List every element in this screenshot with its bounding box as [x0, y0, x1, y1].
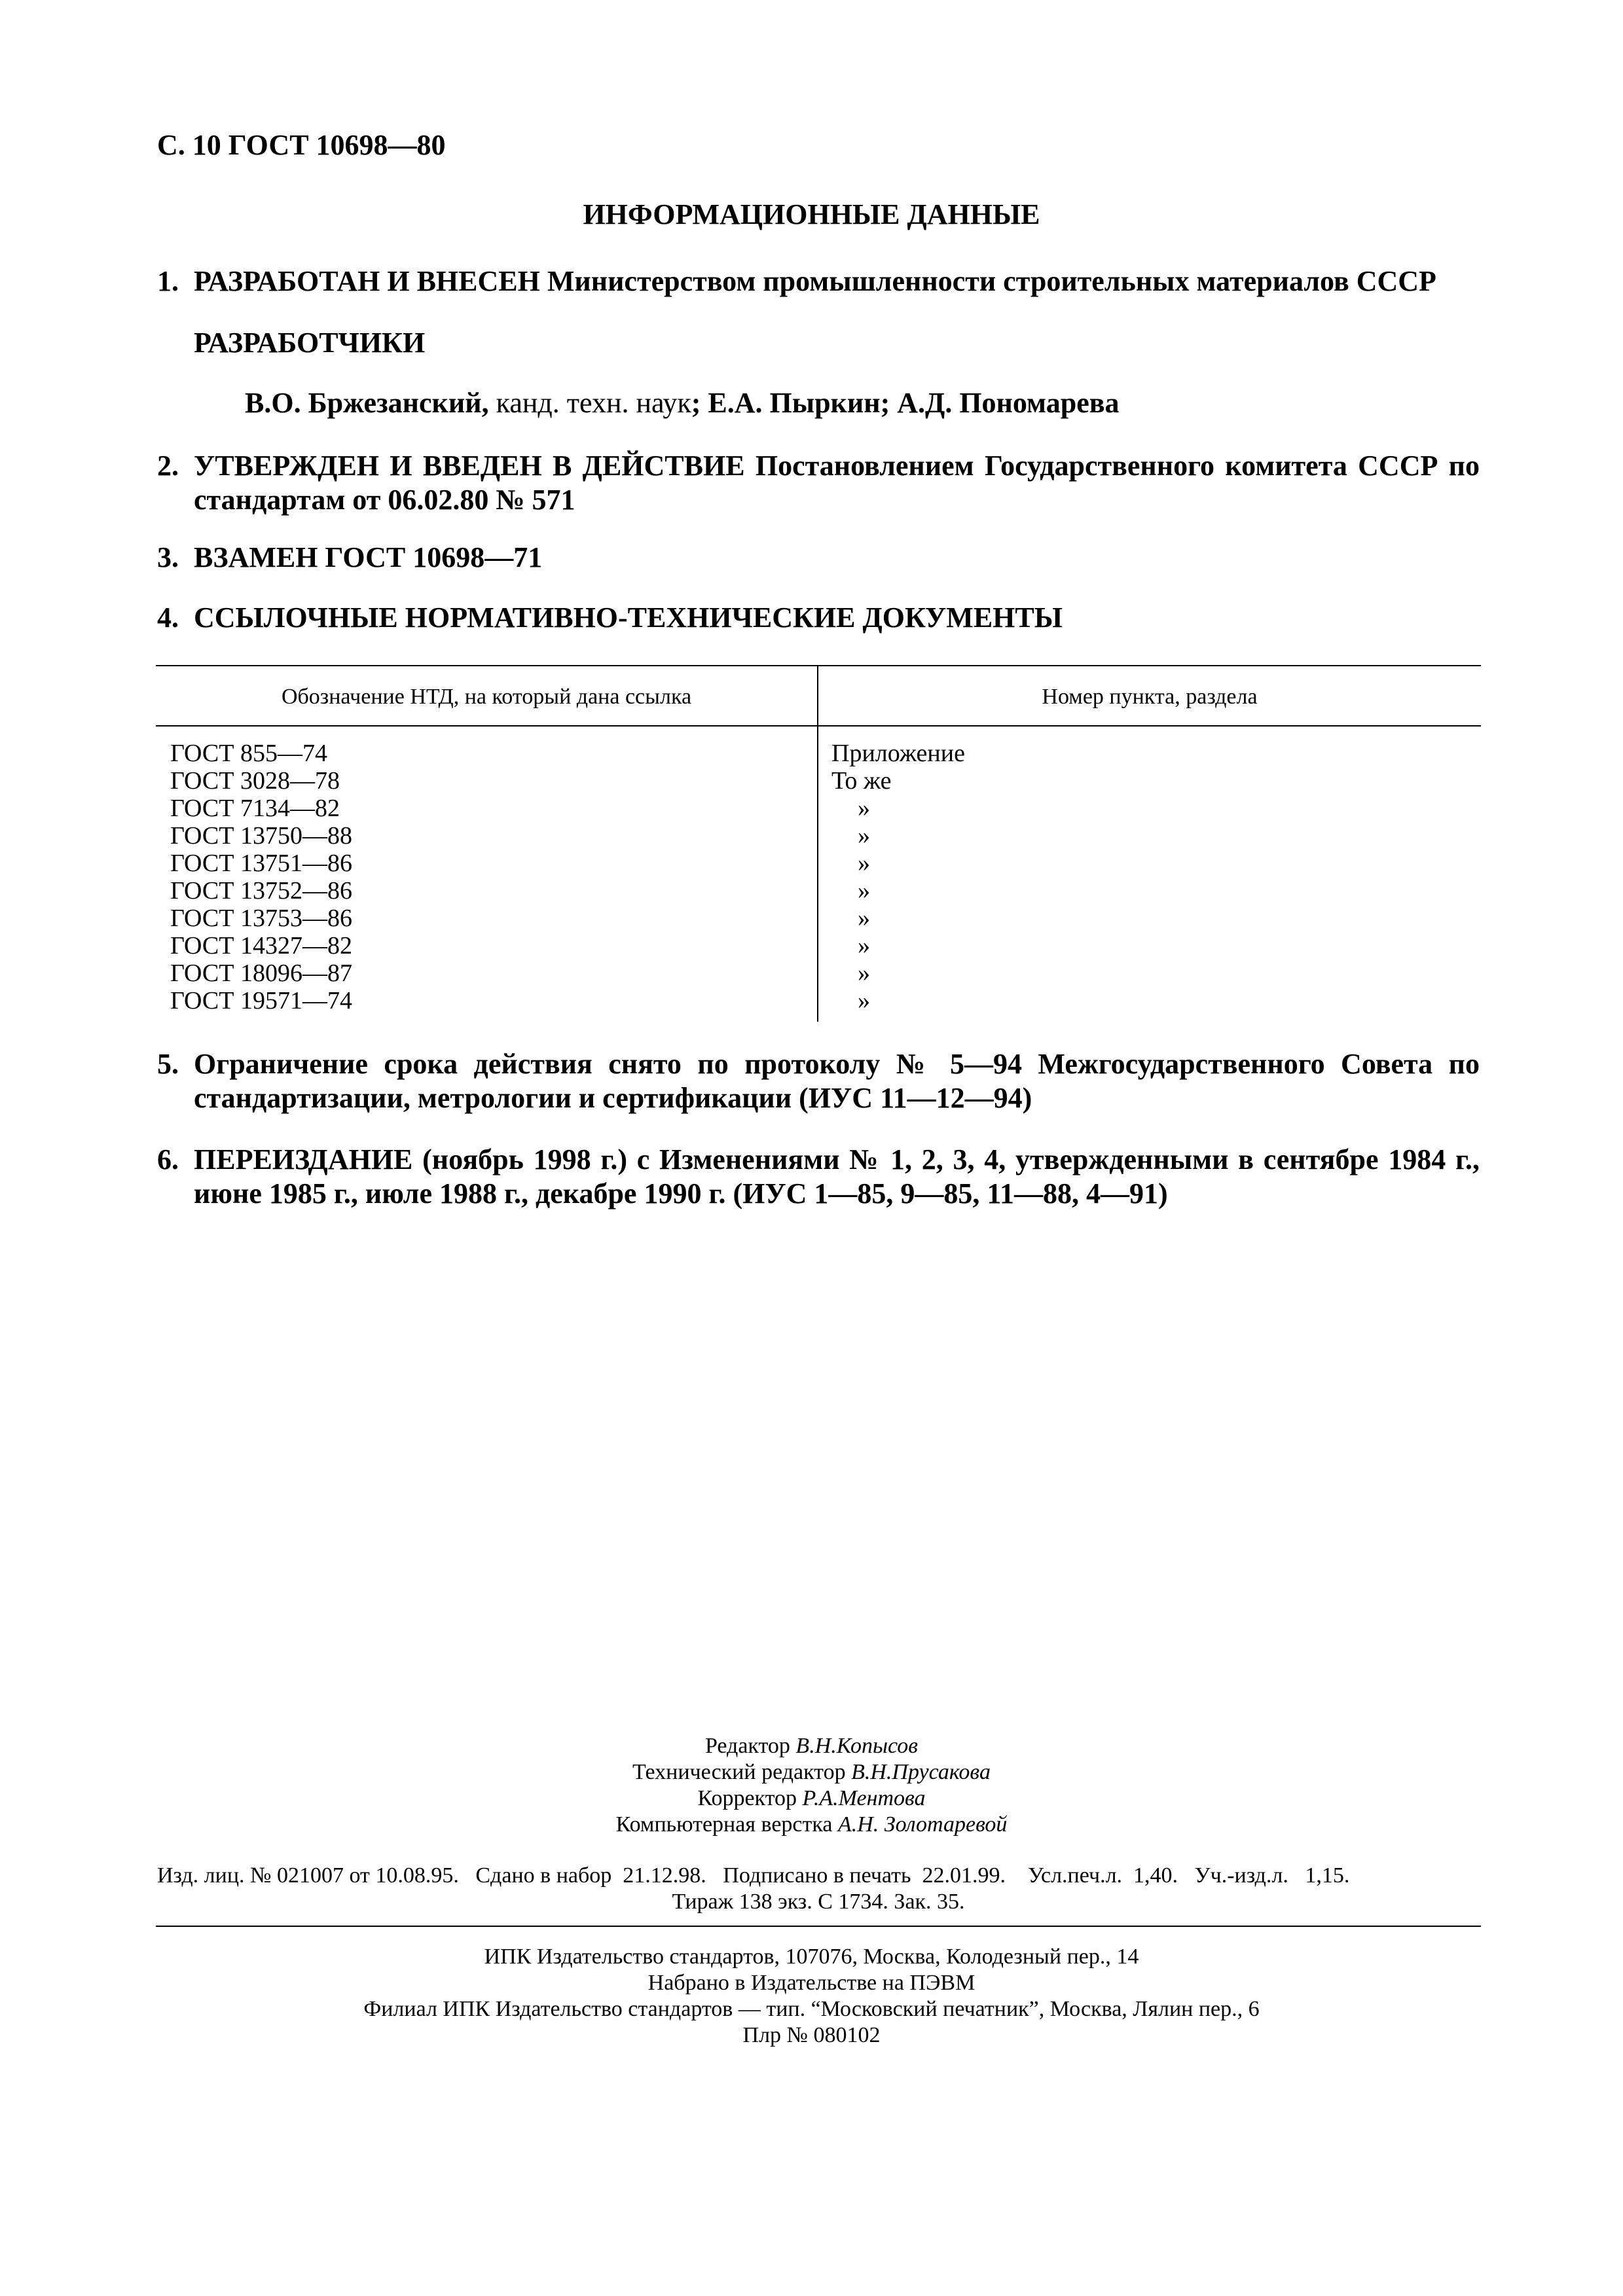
table-cell-section: »: [858, 822, 870, 850]
item-number: 1.: [157, 265, 179, 297]
print-details-line: Изд. лиц. № 021007 от 10.08.95. Сдано в набор 21.12.98. Подписано в печать 22.01.99. Усл.печ.л. 1,40. Уч.-изд.л. 1,15.: [157, 1863, 1350, 1888]
item-lead: ПЕРЕИЗДАНИЕ: [194, 1143, 413, 1175]
table-cell-section: То же: [831, 767, 892, 795]
item-5: [157, 1047, 1480, 1115]
item-number: 2.: [157, 450, 179, 482]
table-cell-designation: ГОСТ 13753—86: [170, 905, 352, 932]
table-header-rule: [156, 725, 1481, 726]
table-cell-section: »: [858, 932, 870, 960]
item-4: [157, 601, 1480, 635]
developer-names: ; Е.А. Пыркин; А.Д. Пономарева: [691, 387, 1120, 419]
table-cell-section: »: [858, 795, 870, 822]
table-cell-section: »: [858, 850, 870, 877]
item-2: [157, 449, 1480, 517]
table-cell-section: »: [858, 987, 870, 1014]
designation-column: [170, 740, 352, 1014]
table-cell-section: »: [858, 960, 870, 987]
page-title: ИНФОРМАЦИОННЫЕ ДАННЫЕ: [583, 198, 1040, 230]
printer-line: Филиал ИПК Издательство стандартов — тип. “Московский печатник”, Москва, Лялин пер., 6: [363, 1997, 1260, 2021]
item-1: [157, 264, 1480, 298]
academic-degree: канд. техн. наук: [488, 387, 691, 419]
item-text: ВЗАМЕН ГОСТ 10698—71: [194, 541, 543, 573]
table-cell-designation: ГОСТ 3028—78: [170, 767, 340, 795]
license-line: Плр № 080102: [742, 2023, 881, 2047]
item-number: 6.: [157, 1143, 179, 1175]
item-text: Министерством промышленности строительных материалов СССР: [539, 265, 1436, 297]
item-text: Постановлением Государственного комитета СССР по стандартам от 06.02.80 № 571: [194, 450, 1480, 516]
table-cell-section: Приложение: [831, 740, 965, 767]
publisher-line: ИПК Издательство стандартов, 107076, Москва, Колодезный пер., 14: [484, 1945, 1139, 1969]
table-cell-designation: ГОСТ 13752—86: [170, 877, 352, 905]
table-header-designation: Обозначение НТД, на который дана ссылка: [281, 685, 692, 709]
item-lead: УТВЕРЖДЕН И ВВЕДЕН В ДЕЙСТВИЕ: [194, 450, 745, 482]
table-top-rule: [156, 665, 1481, 666]
table-cell-designation: ГОСТ 18096—87: [170, 960, 352, 987]
page-reference: С. 10 ГОСТ 10698—80: [157, 129, 446, 161]
reference-table: [156, 665, 1481, 1022]
corrector-line: Корректор Р.А.Ментова: [697, 1786, 926, 1810]
item-number: 5.: [157, 1048, 179, 1080]
item-3: [157, 541, 1480, 575]
item-lead: РАЗРАБОТАН И ВНЕСЕН: [194, 265, 540, 297]
item-text: ССЫЛОЧНЫЕ НОРМАТИВНО-ТЕХНИЧЕСКИЕ ДОКУМЕНТЫ: [194, 601, 1063, 634]
table-column-divider: [817, 665, 818, 1022]
table-cell-designation: ГОСТ 13751—86: [170, 850, 352, 877]
table-cell-designation: ГОСТ 7134—82: [170, 795, 340, 822]
section-column: [831, 740, 965, 1014]
table-header-section: Номер пункта, раздела: [1042, 685, 1258, 709]
table-cell-designation: ГОСТ 855—74: [170, 740, 327, 767]
table-cell-section: »: [858, 905, 870, 932]
item-6: [157, 1143, 1480, 1211]
developer-name: В.О. Бржезанский,: [245, 387, 489, 419]
table-cell-designation: ГОСТ 13750—88: [170, 822, 352, 850]
developers-label: РАЗРАБОТЧИКИ: [194, 327, 426, 359]
item-number: 4.: [157, 601, 179, 634]
editor-line: Редактор В.Н.Копысов: [704, 1734, 919, 1758]
item-number: 3.: [157, 541, 179, 573]
tech-editor-line: Технический редактор В.Н.Прусакова: [632, 1760, 991, 1784]
developers-list: [245, 386, 1119, 420]
item-text: Ограничение срока действия снято по протоколу № 5—94 Межгосударственного Совета по стандартизации, метрологии и сертификации (ИУС 11—12—94): [194, 1048, 1480, 1114]
circulation-line: Тираж 138 экз. С 1734. Зак. 35.: [672, 1890, 965, 1914]
item-text: (ноябрь 1998 г.) с Изменениями № 1, 2, 3, 4, утвержденными в сентябре 1984 г., июне 1985 г., июле 1988 г., декабре 1990 г. (ИУС 1—85, 9—85, 11—88, 4—91): [194, 1143, 1480, 1210]
typesetting-line: Набрано в Издательстве на ПЭВМ: [647, 1971, 976, 1995]
imprint-divider: [156, 1926, 1481, 1927]
table-cell-section: »: [858, 877, 870, 905]
table-cell-designation: ГОСТ 14327—82: [170, 932, 352, 960]
layout-line: Компьютерная верстка А.Н. Золотаревой: [615, 1812, 1008, 1837]
table-cell-designation: ГОСТ 19571—74: [170, 987, 352, 1014]
